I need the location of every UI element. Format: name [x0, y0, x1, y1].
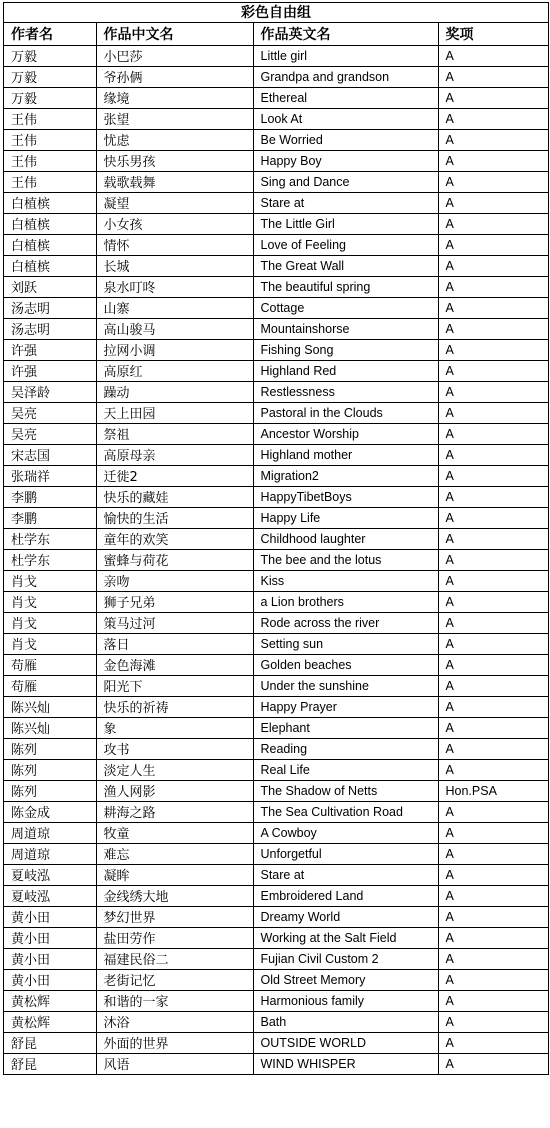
chinese-title-cell: 天上田园	[96, 402, 253, 423]
english-title-cell: The Shadow of Netts	[253, 780, 438, 801]
english-title-cell: Happy Boy	[253, 150, 438, 171]
award-cell: A	[438, 402, 548, 423]
chinese-title-cell: 凝望	[96, 192, 253, 213]
chinese-title-cell: 祭祖	[96, 423, 253, 444]
english-title-cell: Be Worried	[253, 129, 438, 150]
award-cell: A	[438, 864, 548, 885]
award-cell: A	[438, 150, 548, 171]
author-cell: 周道琼	[4, 843, 96, 864]
english-title-cell: Sing and Dance	[253, 171, 438, 192]
table-row	[4, 87, 548, 108]
table-row	[4, 864, 548, 885]
award-table-sheet	[3, 2, 549, 1075]
table-row	[4, 780, 548, 801]
award-cell: A	[438, 465, 548, 486]
chinese-title-cell: 山寨	[96, 297, 253, 318]
author-cell: 黄小田	[4, 906, 96, 927]
author-cell: 万毅	[4, 87, 96, 108]
award-cell: A	[438, 696, 548, 717]
table-row	[4, 108, 548, 129]
chinese-title-cell: 情怀	[96, 234, 253, 255]
award-cell: A	[438, 360, 548, 381]
table-row	[4, 591, 548, 612]
award-cell: A	[438, 45, 548, 66]
table-row	[4, 234, 548, 255]
author-cell: 吴亮	[4, 402, 96, 423]
chinese-title-cell: 快乐的祈祷	[96, 696, 253, 717]
chinese-title-cell: 迁徙2	[96, 465, 253, 486]
author-cell: 周道琼	[4, 822, 96, 843]
chinese-title-cell: 高山骏马	[96, 318, 253, 339]
table-row	[4, 612, 548, 633]
table-row	[4, 360, 548, 381]
award-cell: A	[438, 255, 548, 276]
chinese-title-cell: 童年的欢笑	[96, 528, 253, 549]
english-title-cell: Happy Prayer	[253, 696, 438, 717]
author-cell: 宋志国	[4, 444, 96, 465]
english-title-cell: Setting sun	[253, 633, 438, 654]
header-row	[4, 23, 548, 45]
english-title-cell: Golden beaches	[253, 654, 438, 675]
table-row	[4, 129, 548, 150]
award-cell: A	[438, 612, 548, 633]
chinese-title-cell: 缘境	[96, 87, 253, 108]
author-cell: 刘跃	[4, 276, 96, 297]
award-cell: A	[438, 906, 548, 927]
english-title-cell: Stare at	[253, 864, 438, 885]
table-title: 彩色自由组	[4, 3, 548, 23]
english-title-cell: Highland mother	[253, 444, 438, 465]
table-row	[4, 318, 548, 339]
chinese-title-cell: 快乐的藏娃	[96, 486, 253, 507]
award-cell: A	[438, 570, 548, 591]
english-title-cell: OUTSIDE WORLD	[253, 1032, 438, 1053]
table-row	[4, 738, 548, 759]
chinese-title-cell: 耕海之路	[96, 801, 253, 822]
award-cell: A	[438, 801, 548, 822]
award-cell: A	[438, 444, 548, 465]
author-cell: 夏岐泓	[4, 885, 96, 906]
chinese-title-cell: 难忘	[96, 843, 253, 864]
chinese-title-cell: 愉快的生活	[96, 507, 253, 528]
english-title-cell: Bath	[253, 1011, 438, 1032]
table-row	[4, 822, 548, 843]
chinese-title-cell: 载歌载舞	[96, 171, 253, 192]
chinese-title-cell: 泉水叮咚	[96, 276, 253, 297]
english-title-cell: Rode across the river	[253, 612, 438, 633]
award-cell: A	[438, 1032, 548, 1053]
chinese-title-cell: 长城	[96, 255, 253, 276]
award-cell: A	[438, 339, 548, 360]
award-cell: A	[438, 234, 548, 255]
author-cell: 苟雁	[4, 675, 96, 696]
table-row	[4, 843, 548, 864]
english-title-cell: Unforgetful	[253, 843, 438, 864]
table-row	[4, 381, 548, 402]
award-cell: A	[438, 822, 548, 843]
chinese-title-cell: 策马过河	[96, 612, 253, 633]
author-cell: 杜学东	[4, 528, 96, 549]
award-cell: A	[438, 528, 548, 549]
header-english-title: 作品英文名	[253, 23, 438, 45]
award-cell: A	[438, 66, 548, 87]
author-cell: 陈列	[4, 780, 96, 801]
english-title-cell: Pastoral in the Clouds	[253, 402, 438, 423]
award-cell: A	[438, 759, 548, 780]
award-cell: A	[438, 591, 548, 612]
author-cell: 黄松辉	[4, 990, 96, 1011]
author-cell: 许强	[4, 339, 96, 360]
english-title-cell: Mountainshorse	[253, 318, 438, 339]
header-chinese-title: 作品中文名	[96, 23, 253, 45]
author-cell: 杜学东	[4, 549, 96, 570]
author-cell: 王伟	[4, 108, 96, 129]
author-cell: 肖戈	[4, 633, 96, 654]
header-author: 作者名	[4, 23, 96, 45]
english-title-cell: The Great Wall	[253, 255, 438, 276]
author-cell: 张瑞祥	[4, 465, 96, 486]
english-title-cell: Real Life	[253, 759, 438, 780]
chinese-title-cell: 淡定人生	[96, 759, 253, 780]
chinese-title-cell: 爷孙俩	[96, 66, 253, 87]
award-cell: A	[438, 171, 548, 192]
chinese-title-cell: 沐浴	[96, 1011, 253, 1032]
author-cell: 白植槟	[4, 213, 96, 234]
chinese-title-cell: 狮子兄弟	[96, 591, 253, 612]
table-row	[4, 990, 548, 1011]
english-title-cell: A Cowboy	[253, 822, 438, 843]
table-row	[4, 402, 548, 423]
table-row	[4, 255, 548, 276]
award-cell: A	[438, 213, 548, 234]
award-cell: A	[438, 381, 548, 402]
award-cell: A	[438, 927, 548, 948]
award-cell: A	[438, 633, 548, 654]
english-title-cell: The bee and the lotus	[253, 549, 438, 570]
chinese-title-cell: 盐田劳作	[96, 927, 253, 948]
chinese-title-cell: 蜜蜂与荷花	[96, 549, 253, 570]
award-cell: A	[438, 1011, 548, 1032]
english-title-cell: Little girl	[253, 45, 438, 66]
english-title-cell: Reading	[253, 738, 438, 759]
chinese-title-cell: 老街记忆	[96, 969, 253, 990]
chinese-title-cell: 忧虑	[96, 129, 253, 150]
chinese-title-cell: 落日	[96, 633, 253, 654]
table-row	[4, 45, 548, 66]
chinese-title-cell: 攻书	[96, 738, 253, 759]
chinese-title-cell: 高原红	[96, 360, 253, 381]
table-row	[4, 192, 548, 213]
chinese-title-cell: 凝眸	[96, 864, 253, 885]
table-row	[4, 927, 548, 948]
chinese-title-cell: 渔人网影	[96, 780, 253, 801]
chinese-title-cell: 梦幻世界	[96, 906, 253, 927]
author-cell: 黄松辉	[4, 1011, 96, 1032]
award-cell: A	[438, 948, 548, 969]
table-row	[4, 507, 548, 528]
chinese-title-cell: 阳光下	[96, 675, 253, 696]
author-cell: 陈列	[4, 738, 96, 759]
english-title-cell: Happy Life	[253, 507, 438, 528]
award-cell: A	[438, 129, 548, 150]
chinese-title-cell: 象	[96, 717, 253, 738]
author-cell: 汤志明	[4, 297, 96, 318]
table-row	[4, 570, 548, 591]
author-cell: 舒昆	[4, 1053, 96, 1074]
award-cell: A	[438, 549, 548, 570]
english-title-cell: Working at the Salt Field	[253, 927, 438, 948]
table-row	[4, 213, 548, 234]
award-cell: A	[438, 486, 548, 507]
table-row	[4, 549, 548, 570]
chinese-title-cell: 金色海滩	[96, 654, 253, 675]
english-title-cell: WIND WHISPER	[253, 1053, 438, 1074]
author-cell: 王伟	[4, 150, 96, 171]
table-row	[4, 1032, 548, 1053]
author-cell: 白植槟	[4, 192, 96, 213]
author-cell: 陈兴灿	[4, 717, 96, 738]
table-row	[4, 444, 548, 465]
table-row	[4, 885, 548, 906]
english-title-cell: The Little Girl	[253, 213, 438, 234]
english-title-cell: Elephant	[253, 717, 438, 738]
english-title-cell: Embroidered Land	[253, 885, 438, 906]
english-title-cell: Old Street Memory	[253, 969, 438, 990]
table-row	[4, 969, 548, 990]
award-table	[4, 23, 548, 1075]
award-cell: A	[438, 675, 548, 696]
english-title-cell: Under the sunshine	[253, 675, 438, 696]
author-cell: 李鹏	[4, 486, 96, 507]
table-row	[4, 675, 548, 696]
author-cell: 王伟	[4, 171, 96, 192]
chinese-title-cell: 躁动	[96, 381, 253, 402]
author-cell: 陈金成	[4, 801, 96, 822]
english-title-cell: Migration2	[253, 465, 438, 486]
author-cell: 吴泽龄	[4, 381, 96, 402]
chinese-title-cell: 亲吻	[96, 570, 253, 591]
author-cell: 夏岐泓	[4, 864, 96, 885]
english-title-cell: Ancestor Worship	[253, 423, 438, 444]
author-cell: 王伟	[4, 129, 96, 150]
english-title-cell: Dreamy World	[253, 906, 438, 927]
award-cell: A	[438, 843, 548, 864]
english-title-cell: Fishing Song	[253, 339, 438, 360]
award-cell: A	[438, 969, 548, 990]
award-cell: A	[438, 1053, 548, 1074]
english-title-cell: Cottage	[253, 297, 438, 318]
english-title-cell: Kiss	[253, 570, 438, 591]
author-cell: 黄小田	[4, 948, 96, 969]
english-title-cell: a Lion brothers	[253, 591, 438, 612]
award-cell: A	[438, 423, 548, 444]
chinese-title-cell: 风语	[96, 1053, 253, 1074]
table-row	[4, 696, 548, 717]
table-row	[4, 465, 548, 486]
table-row	[4, 297, 548, 318]
table-row	[4, 486, 548, 507]
author-cell: 白植槟	[4, 255, 96, 276]
author-cell: 苟雁	[4, 654, 96, 675]
award-cell: A	[438, 297, 548, 318]
chinese-title-cell: 小巴莎	[96, 45, 253, 66]
table-row	[4, 717, 548, 738]
author-cell: 许强	[4, 360, 96, 381]
table-row	[4, 654, 548, 675]
table-row	[4, 150, 548, 171]
table-row	[4, 528, 548, 549]
table-row	[4, 906, 548, 927]
table-row	[4, 759, 548, 780]
author-cell: 白植槟	[4, 234, 96, 255]
table-row	[4, 1011, 548, 1032]
award-cell: A	[438, 654, 548, 675]
table-row	[4, 1053, 548, 1074]
english-title-cell: Highland Red	[253, 360, 438, 381]
english-title-cell: Love of Feeling	[253, 234, 438, 255]
table-row	[4, 423, 548, 444]
english-title-cell: Stare at	[253, 192, 438, 213]
author-cell: 陈兴灿	[4, 696, 96, 717]
header-award: 奖项	[438, 23, 548, 45]
author-cell: 李鹏	[4, 507, 96, 528]
table-row	[4, 171, 548, 192]
author-cell: 陈列	[4, 759, 96, 780]
english-title-cell: Fujian Civil Custom 2	[253, 948, 438, 969]
chinese-title-cell: 高原母亲	[96, 444, 253, 465]
award-cell: A	[438, 192, 548, 213]
award-cell: A	[438, 276, 548, 297]
author-cell: 肖戈	[4, 591, 96, 612]
chinese-title-cell: 福建民俗二	[96, 948, 253, 969]
english-title-cell: Look At	[253, 108, 438, 129]
table-row	[4, 948, 548, 969]
english-title-cell: Childhood laughter	[253, 528, 438, 549]
author-cell: 舒昆	[4, 1032, 96, 1053]
chinese-title-cell: 快乐男孩	[96, 150, 253, 171]
author-cell: 黄小田	[4, 927, 96, 948]
author-cell: 肖戈	[4, 570, 96, 591]
author-cell: 肖戈	[4, 612, 96, 633]
english-title-cell: HappyTibetBoys	[253, 486, 438, 507]
author-cell: 黄小田	[4, 969, 96, 990]
award-cell: A	[438, 990, 548, 1011]
author-cell: 汤志明	[4, 318, 96, 339]
table-row	[4, 66, 548, 87]
award-cell: A	[438, 318, 548, 339]
english-title-cell: Ethereal	[253, 87, 438, 108]
chinese-title-cell: 和谐的一家	[96, 990, 253, 1011]
award-cell: A	[438, 885, 548, 906]
award-cell: A	[438, 738, 548, 759]
author-cell: 万毅	[4, 45, 96, 66]
table-body	[4, 45, 548, 1074]
chinese-title-cell: 张望	[96, 108, 253, 129]
chinese-title-cell: 外面的世界	[96, 1032, 253, 1053]
author-cell: 吴亮	[4, 423, 96, 444]
award-cell: A	[438, 108, 548, 129]
table-row	[4, 339, 548, 360]
award-cell: Hon.PSA	[438, 780, 548, 801]
english-title-cell: The Sea Cultivation Road	[253, 801, 438, 822]
table-row	[4, 633, 548, 654]
english-title-cell: Harmonious family	[253, 990, 438, 1011]
award-cell: A	[438, 717, 548, 738]
table-row	[4, 276, 548, 297]
table-row	[4, 801, 548, 822]
award-cell: A	[438, 507, 548, 528]
chinese-title-cell: 小女孩	[96, 213, 253, 234]
english-title-cell: Grandpa and grandson	[253, 66, 438, 87]
english-title-cell: The beautiful spring	[253, 276, 438, 297]
chinese-title-cell: 拉网小调	[96, 339, 253, 360]
author-cell: 万毅	[4, 66, 96, 87]
award-cell: A	[438, 87, 548, 108]
chinese-title-cell: 金线绣大地	[96, 885, 253, 906]
chinese-title-cell: 牧童	[96, 822, 253, 843]
english-title-cell: Restlessness	[253, 381, 438, 402]
